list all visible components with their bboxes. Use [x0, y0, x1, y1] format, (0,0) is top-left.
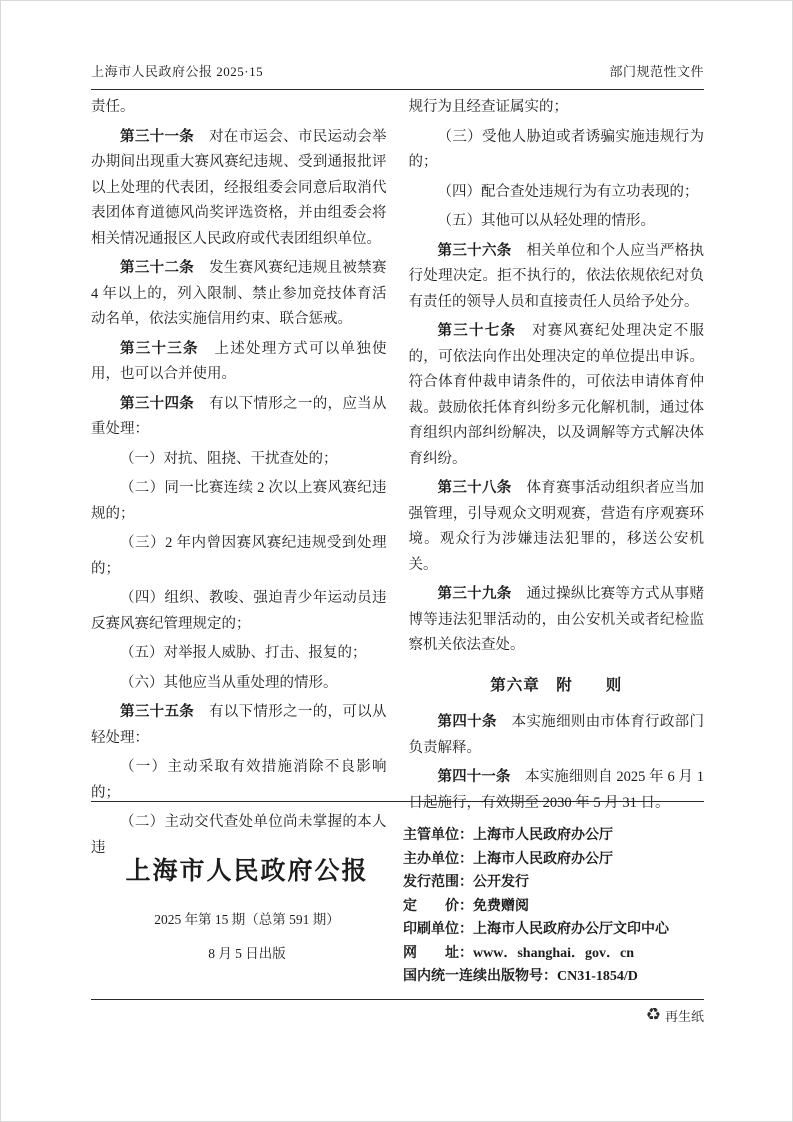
article-number: 第三十四条: [120, 395, 195, 412]
gazette-masthead: [91, 821, 403, 994]
info-line-website: 网 址：www．shanghai．gov．cn: [403, 945, 635, 961]
footer-divider: [91, 801, 704, 802]
recycle-icon: ♻: [645, 1005, 661, 1025]
info-line-distribution: 发行范围：公开发行: [403, 875, 529, 890]
info-line-printer: 印刷单位：上海市人民政府办公厅文印中心: [403, 922, 669, 937]
bottom-divider: [91, 999, 704, 1000]
publish-date: 8 月 5 日出版: [208, 946, 286, 961]
info-line-organizer: 主办单位：上海市人民政府办公厅: [403, 851, 613, 867]
article-number: 第三十六条: [437, 242, 512, 259]
header-left-running-title: 上海市人民政府公报 2025·15: [91, 64, 264, 79]
paragraph: （四）配合查处违规行为有立功表现的；: [437, 183, 699, 200]
paragraph: （三）2 年内曾因赛风赛纪违规受到处理的；: [91, 535, 387, 577]
article-number: 第三十七条: [437, 323, 517, 339]
paragraph: （五）对举报人威胁、打击、报复的；: [120, 645, 367, 661]
issue-line: 2025 年第 15 期（总第 591 期）: [154, 912, 340, 927]
article-paragraph: 第三十七条 对赛风赛纪处理决定不服的，可依法向作出处理决定的单位提出申诉。符合体育仲裁申请条件的，可依法申请体育仲裁。鼓励依托体育纠纷多元化解机制，通过体育组织内部纠纷解决，以及调解等方式解决体育纠纷。: [408, 323, 704, 467]
left-column: [91, 95, 387, 865]
article-paragraph: 第三十二条 发生赛风赛纪违规且被禁赛 4 年以上的，列入限制、禁止参加竞技体育活动名单，依法实施信用约束、联合惩戒。: [91, 260, 387, 327]
article-number: 第三十五条: [120, 704, 195, 720]
article-paragraph: 第三十九条 通过操纵比赛等方式从事赌博等违法犯罪活动的，由公安机关或者纪检监察机关依法查处。: [408, 586, 705, 653]
article-number: 第三十二条: [120, 260, 195, 276]
paragraph: （六）其他应当从重处理的情形。: [120, 674, 338, 691]
paragraph: （五）其他可以从轻处理的情形。: [437, 213, 655, 229]
article-paragraph: 第四十一条 本实施细则自 2025 年 6 月 1 日起施行，有效期至 2030 年 5 月 31 日。: [408, 769, 705, 811]
article-paragraph: 第三十八条 体育赛事活动组织者应当加强管理，引导观众文明观赛，营造有序观赛环境。观众行为涉嫌违法犯罪的，移送公安机关。: [408, 480, 705, 573]
article-number: 第三十九条: [437, 586, 512, 602]
paragraph: （三）受他人胁迫或者诱骗实施违规行为的；: [408, 128, 704, 170]
article-paragraph: 第三十一条 对在市运会、市民运动会举办期间出现重大赛风赛纪违规、受到通报批评以上处理的代表团，经报组委会同意后取消代表团体育道德风尚奖评选资格，并由组委会将相关情况通报区人民政府或代表团组织单位。: [91, 128, 387, 247]
paragraph: （二）同一比赛连续 2 次以上赛风赛纪违规的；: [91, 480, 387, 522]
article-paragraph: 第四十条 本实施细则由市体育行政部门负责解释。: [408, 714, 705, 756]
article-paragraph: 第三十四条 有以下情形之一的，应当从重处理：: [91, 395, 387, 437]
right-column: [409, 95, 705, 865]
article-number: 第四十条: [437, 714, 497, 730]
chapter-heading: 第六章 附 则: [490, 676, 623, 694]
article-paragraph: 第三十五条 有以下情形之一的，可以从轻处理：: [91, 704, 387, 746]
paragraph: （一）对抗、阻挠、干扰查处的；: [120, 450, 338, 467]
article-body: [91, 95, 704, 865]
paragraph: 规行为且经查证属实的；: [408, 99, 568, 115]
paragraph: （四）组织、教唆、强迫青少年运动员违反赛风赛纪管理规定的；: [91, 590, 387, 632]
recycled-paper-note: [646, 1006, 704, 1025]
publication-info: [403, 821, 704, 994]
page-header: [91, 61, 704, 90]
paragraph: （一）主动采取有效措施消除不良影响的；: [91, 759, 387, 801]
info-line-publication-number: 国内统一连续出版物号：CN31-1854/D: [403, 969, 638, 984]
paragraph: 责任。: [91, 99, 135, 115]
article-number: 第三十八条: [437, 480, 512, 496]
info-line-price: 定 价：免费赠阅: [403, 898, 529, 914]
gazette-title: 上海市人民政府公报: [125, 858, 369, 885]
article-number: 第三十三条: [120, 340, 199, 357]
header-right-section-label: 部门规范性文件: [609, 64, 704, 79]
info-line-supervisor: 主管单位：上海市人民政府办公厅: [403, 828, 613, 843]
article-number: 第三十一条: [120, 128, 195, 145]
colophon: [91, 821, 704, 994]
article-paragraph: 第三十六条 相关单位和个人应当严格执行处理决定。拒不执行的，依法依规依纪对负有责任的领导人员和直接责任人员给予处分。: [408, 242, 705, 310]
article-number: 第四十一条: [437, 769, 511, 785]
article-paragraph: 第三十三条 上述处理方式可以单独使用，也可以合并使用。: [91, 340, 387, 382]
recycle-label: 再生纸: [664, 1010, 704, 1025]
paragraph: （二）主动交代查处单位尚未掌握的本人违: [91, 814, 387, 856]
